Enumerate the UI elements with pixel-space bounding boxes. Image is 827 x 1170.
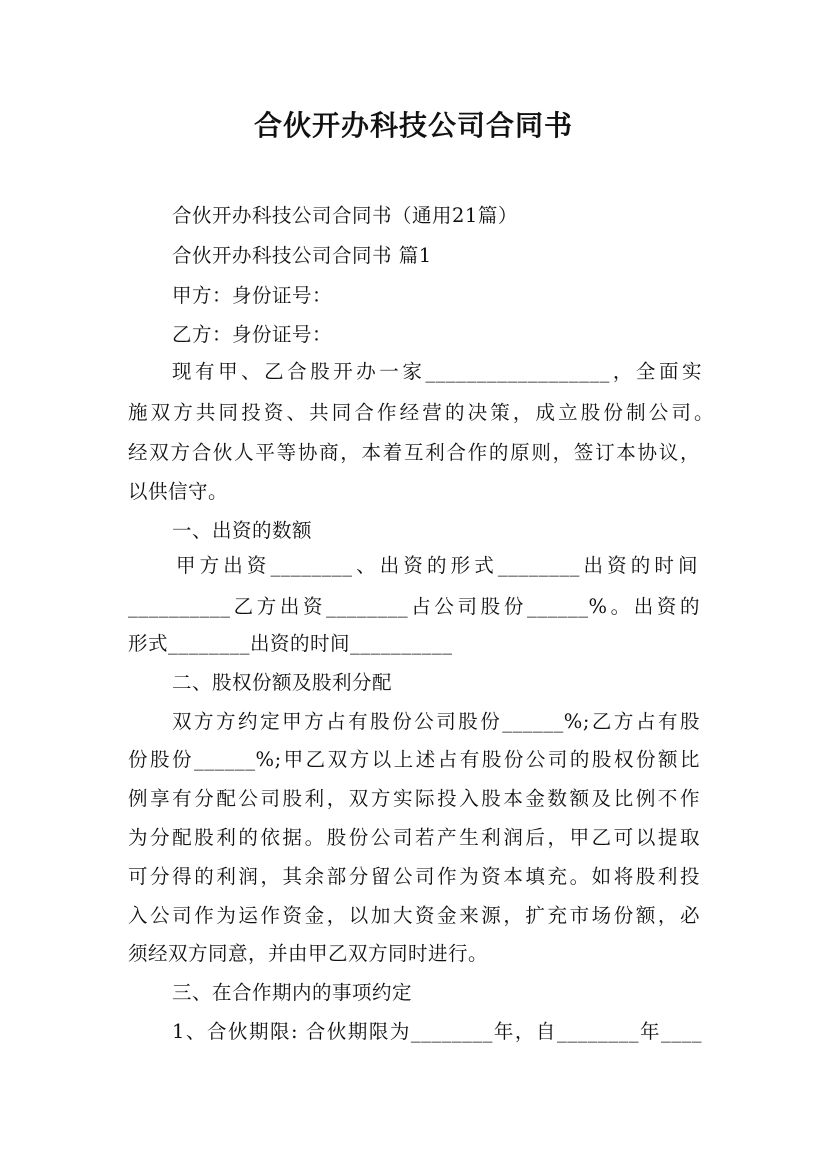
paragraph-line: 双方方约定甲方占有股份公司股份______%;乙方占有股 [172, 710, 700, 733]
party-b-line: 乙方：身份证号： [172, 323, 333, 346]
paragraph-line: 例享有分配公司股利，双方实际投入股本金数额及比例不作 [128, 787, 700, 810]
section-heading: 一、出资的数额 [172, 519, 313, 542]
paragraph-line: 现有甲、乙合股开办一家__________________，全面实 [172, 360, 702, 383]
paragraph-line: 形式________出资的时间__________ [128, 632, 453, 655]
document-title: 合伙开办科技公司合同书 [253, 109, 573, 142]
paragraph-line: __________乙方出资________占公司股份______%。出资的 [128, 595, 700, 618]
paragraph-line: 入公司作为运作资金，以加大资金来源，扩充市场份额，必 [128, 904, 700, 927]
paragraph-line: 施双方共同投资、共同合作经营的决策，成立股份制公司。 [128, 401, 714, 424]
paragraph-line: 1、合伙期限: 合伙期限为________年，自________年____ [172, 1020, 702, 1043]
section-heading: 三、在合作期内的事项约定 [172, 981, 413, 1004]
section-heading: 二、股权份额及股利分配 [172, 671, 393, 694]
party-a-line: 甲方：身份证号： [172, 284, 333, 307]
paragraph-line: 须经双方同意，并由甲乙双方同时进行。 [128, 942, 489, 965]
section-heading: 合伙开办科技公司合同书 篇1 [172, 244, 432, 267]
paragraph-line: 为分配股利的依据。股份公司若产生利润后，甲乙可以提取 [128, 826, 700, 849]
paragraph-line: 以供信守。 [128, 480, 229, 503]
paragraph-line: 经双方合伙人平等协商，本着互利合作的原则，签订本协议， [128, 441, 700, 464]
paragraph-line: 甲方出资________、出资的形式________出资的时间 [176, 554, 698, 577]
paragraph-line: 份股份______%;甲乙双方以上述占有股份公司的股权份额比 [128, 748, 700, 771]
subtitle-line: 合伙开办科技公司合同书（通用21篇） [172, 204, 518, 227]
paragraph-line: 可分得的利润，其余部分留公司作为资本填充。如将股利投 [128, 865, 700, 888]
